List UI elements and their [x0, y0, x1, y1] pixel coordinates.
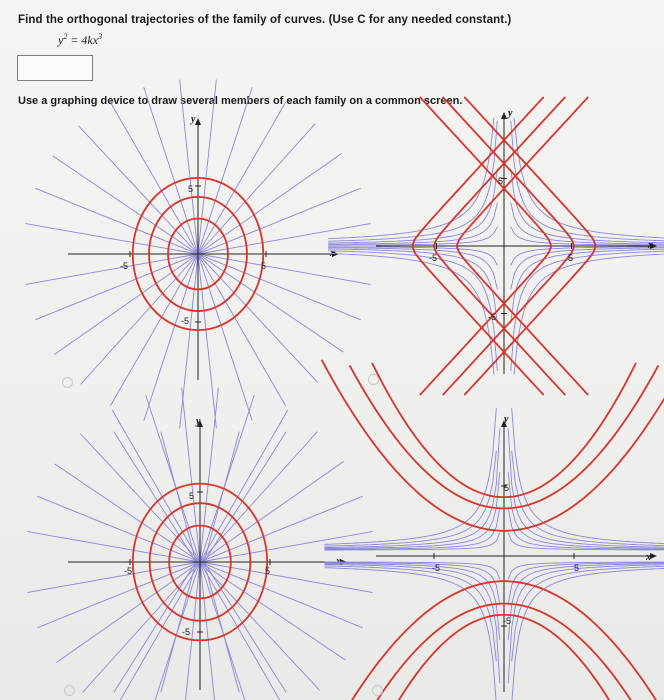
- graph-3-tick-x-pos: 5: [265, 566, 271, 576]
- graph-2-y-label: y: [508, 108, 513, 119]
- equation: [58, 32, 102, 48]
- graph-2-tick-x-pos: 5: [568, 253, 574, 263]
- graph-2-radio[interactable]: [368, 374, 379, 385]
- trajectory-curve: [512, 568, 664, 700]
- graph-4-tick-y-pos: 5: [504, 483, 510, 493]
- graph-1-x-label: x: [330, 248, 335, 259]
- trajectory-curve: [508, 563, 664, 605]
- family-curve: [322, 581, 664, 700]
- graph-3-tick-y-pos: 5: [189, 491, 195, 501]
- trajectory-curve: [511, 248, 664, 290]
- trajectory-curve: [325, 563, 500, 639]
- graph-1-y-label: y: [191, 114, 196, 125]
- graph-2-x-label: x: [648, 240, 653, 251]
- graph-2-tick-y-neg: -5: [488, 312, 497, 322]
- graph-4-y-label: y: [504, 414, 509, 425]
- graph-4-svg: [376, 420, 658, 692]
- graph-2-svg: [376, 112, 658, 374]
- graph-3-y-label: y: [196, 416, 201, 427]
- trajectory-curve: [511, 121, 664, 241]
- trajectory-curve: [508, 429, 664, 547]
- graph-2-tick-y-pos: 5: [498, 176, 504, 186]
- graph-3-tick-x-neg: -5: [124, 566, 133, 576]
- trajectory-curve: [508, 507, 664, 549]
- graph-4-x-label: x: [646, 552, 651, 563]
- graph-1-tick-y-pos: 5: [188, 184, 194, 194]
- graph-1-radio[interactable]: [62, 377, 73, 388]
- graph-4-tick-x-neg: -5: [432, 563, 441, 573]
- graph-4-tick-x-pos: 5: [574, 563, 580, 573]
- trajectory-curve: [508, 564, 664, 683]
- graph-option-3[interactable]: [68, 416, 348, 690]
- graph-4-radio[interactable]: [372, 685, 383, 696]
- equation-lhs: y: [58, 33, 64, 47]
- graph-option-4[interactable]: [376, 414, 658, 692]
- graph-1-tick-x-pos: 5: [261, 261, 267, 271]
- graph-4-tick-y-neg: -5: [503, 616, 512, 626]
- graph-1-tick-x-neg: -5: [120, 261, 129, 271]
- graph-3-x-label: x: [336, 556, 341, 567]
- trajectory-curve: [325, 566, 497, 661]
- equation-rhs: = 4kx: [67, 33, 99, 47]
- answer-input[interactable]: [17, 55, 93, 81]
- trajectory-curve: [511, 203, 664, 245]
- graph-1-svg: [68, 118, 340, 380]
- trajectory-curve: [325, 472, 500, 548]
- graph-3-radio[interactable]: [64, 685, 75, 696]
- y-axis-arrow: [501, 112, 507, 119]
- equation-rhs-exponent: 3: [98, 32, 103, 41]
- equation-lhs-exponent: 2: [63, 32, 68, 41]
- graph-3-svg: [68, 420, 348, 690]
- graph-option-1[interactable]: [68, 114, 340, 380]
- trajectory-curve: [512, 409, 664, 545]
- trajectory-curve: [511, 251, 664, 371]
- x-axis-arrow: [650, 553, 657, 559]
- trajectory-curve: [325, 451, 497, 546]
- graph-3-tick-y-neg: -5: [182, 627, 191, 637]
- y-axis-arrow: [195, 118, 201, 125]
- graph-1-tick-y-neg: -5: [181, 316, 190, 326]
- question-prompt: Find the orthogonal trajectories of the family of curves. (Use C for any needed constant.): [18, 14, 512, 26]
- instruction-text: Use a graphing device to draw several members of each family on a common screen.: [18, 95, 463, 107]
- graph-option-2[interactable]: [376, 108, 658, 374]
- graph-2-tick-x-neg: -5: [429, 253, 438, 263]
